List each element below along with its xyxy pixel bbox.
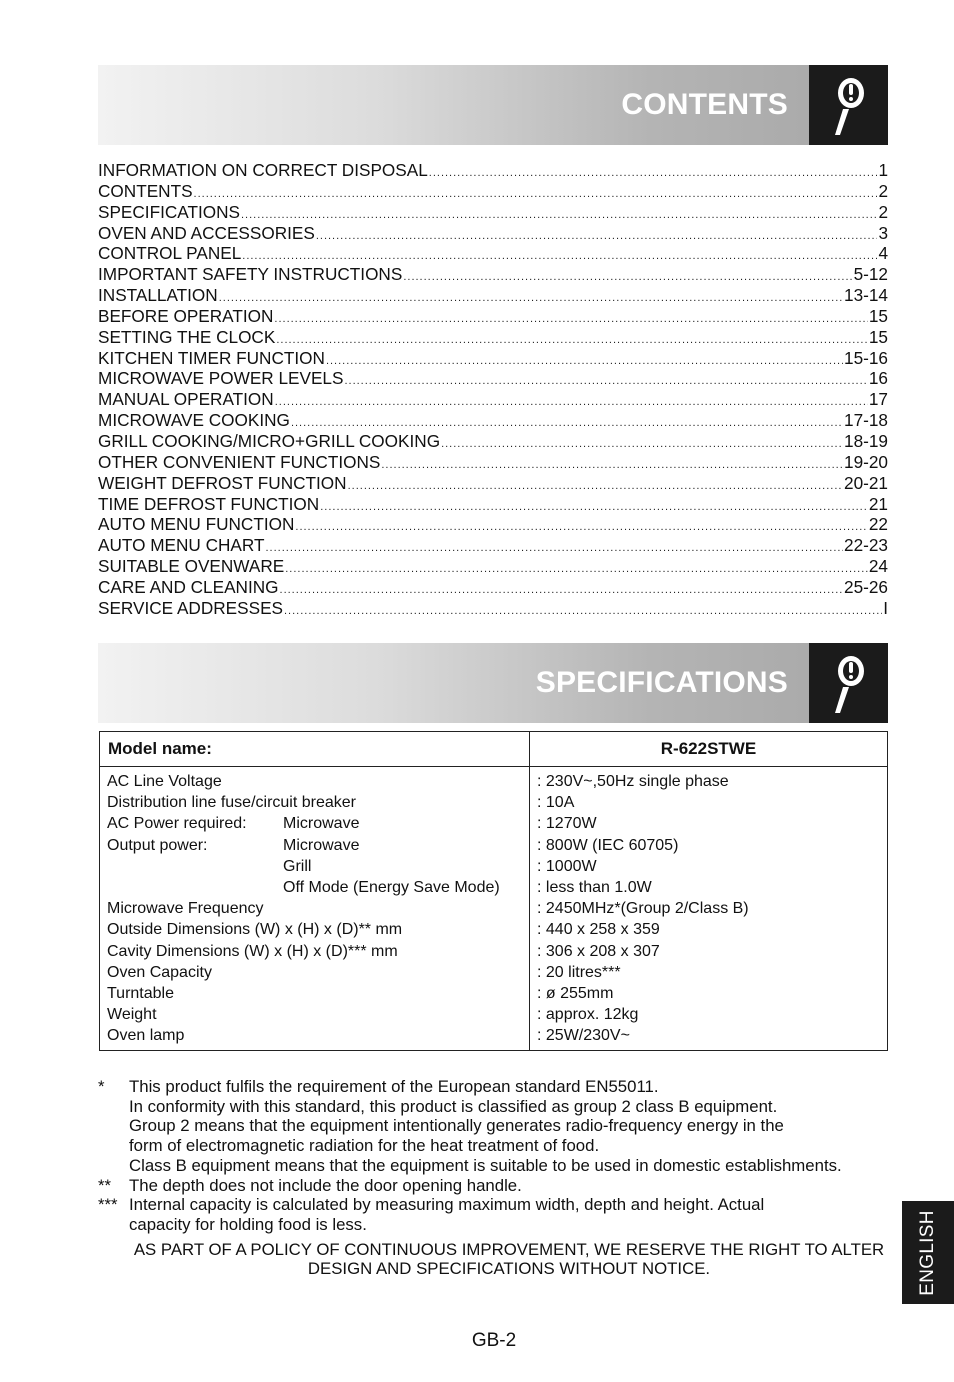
toc-entry[interactable]	[98, 389, 888, 410]
contents-list	[98, 160, 888, 619]
footnote-marker: ***	[98, 1195, 118, 1215]
toc-page: 4	[878, 243, 888, 264]
toc-page: I	[883, 597, 888, 618]
spec-value: : 1000W	[537, 857, 597, 875]
toc-page: 2	[878, 180, 888, 201]
model-name-label: Model name:	[100, 732, 530, 767]
toc-label: CONTENTS	[98, 180, 193, 201]
toc-entry[interactable]	[98, 160, 888, 181]
toc-page: 15-16	[844, 347, 888, 368]
spec-value: : 25W/230V~	[537, 1027, 630, 1045]
toc-label: CONTROL PANEL	[98, 243, 242, 264]
toc-label: MANUAL OPERATION	[98, 389, 274, 410]
toc-page: 15	[868, 326, 888, 347]
toc-entry[interactable]	[98, 348, 888, 369]
notice-line: AS PART OF A POLICY OF CONTINUOUS IMPROVEMENT, WE RESERVE THE RIGHT TO ALTER	[133, 1239, 885, 1259]
toc-label: INFORMATION ON CORRECT DISPOSAL	[98, 160, 428, 180]
spec-label: Oven lamp	[107, 1027, 185, 1045]
improvement-notice	[98, 1240, 889, 1279]
toc-page: 20-21	[844, 472, 888, 493]
toc-label: GRILL COOKING/MICRO+GRILL COOKING	[98, 430, 441, 451]
toc-entry[interactable]	[98, 181, 888, 202]
spec-label: Weight	[107, 1006, 157, 1024]
toc-page: 16	[868, 368, 888, 389]
toc-label: MICROWAVE COOKING	[98, 410, 290, 431]
toc-entry[interactable]	[98, 223, 888, 244]
footnote-line: form of electromagnetic radiation for the heat treatment of food.	[129, 1136, 600, 1156]
spec-label-row	[107, 835, 522, 856]
spec-label-row	[107, 792, 522, 813]
toc-label: CARE AND CLEANING	[98, 576, 279, 597]
contents-title: CONTENTS	[621, 88, 788, 121]
model-name-value: R-622STWE	[530, 732, 888, 767]
spec-label-row	[107, 898, 522, 919]
spec-label: Turntable	[107, 984, 174, 1002]
toc-label: OTHER CONVENIENT FUNCTIONS	[98, 451, 381, 472]
toc-page: 17-18	[844, 410, 888, 431]
spec-value: : 306 x 208 x 307	[537, 942, 660, 960]
footnote-line: Internal capacity is calculated by measuring maximum width, depth and height. Actual	[129, 1195, 765, 1215]
toc-entry[interactable]	[98, 368, 888, 389]
footnote-line: Class B equipment means that the equipment is suitable to be used in domestic establishments.	[129, 1155, 842, 1175]
toc-page: 15	[868, 305, 888, 326]
specifications-table	[99, 731, 888, 1051]
footnote	[98, 1195, 898, 1234]
toc-entry[interactable]	[98, 494, 888, 515]
toc-entry[interactable]	[98, 264, 888, 285]
spec-sublabel: Microwave	[283, 836, 360, 854]
toc-entry[interactable]	[98, 598, 888, 619]
toc-page: 17	[868, 389, 888, 410]
spec-value: : approx. 12kg	[537, 1006, 639, 1024]
spec-label: Output power:	[107, 836, 208, 854]
spec-label: AC Line Voltage	[107, 773, 222, 790]
page-number: GB-2	[471, 1330, 517, 1351]
spec-values-cell	[530, 767, 888, 1051]
footnote	[98, 1077, 898, 1176]
spec-labels-cell	[100, 767, 530, 1051]
toc-entry[interactable]	[98, 285, 888, 306]
spec-sublabel: Off Mode (Energy Save Mode)	[283, 878, 500, 896]
footnote-marker: **	[98, 1175, 112, 1195]
toc-label: INSTALLATION	[98, 285, 218, 306]
table-header-row	[100, 732, 888, 767]
information-icon	[809, 643, 888, 723]
language-label: ENGLISH	[917, 1209, 938, 1296]
spec-label-row	[107, 1025, 522, 1046]
toc-entry[interactable]	[98, 556, 888, 577]
language-tab[interactable]	[902, 1201, 954, 1304]
spec-label: Oven Capacity	[107, 963, 212, 981]
toc-label: AUTO MENU FUNCTION	[98, 514, 295, 535]
footnote	[98, 1176, 898, 1196]
toc-page: 22-23	[844, 535, 888, 556]
toc-label: SERVICE ADDRESSES	[98, 597, 283, 618]
footnote-line: capacity for holding food is less.	[129, 1214, 367, 1234]
spec-label-row	[107, 877, 522, 898]
footnotes	[98, 1077, 898, 1279]
spec-value: : 800W (IEC 60705)	[537, 836, 679, 854]
toc-entry[interactable]	[98, 452, 888, 473]
specifications-banner	[98, 643, 888, 723]
spec-label: Cavity Dimensions (W) x (H) x (D)*** mm	[107, 942, 398, 960]
toc-page: 18-19	[844, 430, 888, 451]
spec-label-row	[107, 983, 522, 1004]
spec-label-row	[107, 919, 522, 940]
spec-value: : 20 litres***	[537, 963, 621, 981]
information-icon	[809, 65, 888, 145]
footnote-line: This product fulfils the requirement of the European standard EN55011.	[129, 1077, 659, 1096]
toc-entry[interactable]	[98, 306, 888, 327]
toc-entry[interactable]	[98, 577, 888, 598]
toc-page: 21	[868, 493, 888, 514]
spec-label: Microwave Frequency	[107, 900, 264, 918]
toc-label: IMPORTANT SAFETY INSTRUCTIONS	[98, 264, 403, 285]
spec-value: : ø 255mm	[537, 984, 614, 1002]
toc-entry[interactable]	[98, 410, 888, 431]
toc-entry[interactable]	[98, 514, 888, 535]
spec-label-row	[107, 856, 522, 877]
footnote-line: Group 2 means that the equipment intentionally generates radio-frequency energy in the	[129, 1116, 784, 1136]
footnote-line: The depth does not include the door opening handle.	[129, 1175, 522, 1195]
spec-label: Outside Dimensions (W) x (H) x (D)** mm	[107, 921, 403, 939]
contents-banner	[98, 65, 888, 145]
toc-page: 22	[868, 514, 888, 535]
spec-label-row	[107, 941, 522, 962]
toc-entry[interactable]	[98, 535, 888, 556]
spec-value: : 10A	[537, 794, 575, 812]
toc-entry[interactable]	[98, 473, 888, 494]
spec-label-row	[107, 813, 522, 834]
toc-label: KITCHEN TIMER FUNCTION	[98, 347, 325, 368]
toc-label: SUITABLE OVENWARE	[98, 556, 285, 577]
spec-value: : 1270W	[537, 815, 597, 833]
toc-label: MICROWAVE POWER LEVELS	[98, 368, 344, 389]
toc-page: 13-14	[844, 285, 888, 306]
toc-label: AUTO MENU CHART	[98, 535, 265, 556]
spec-sublabel: Grill	[283, 857, 312, 875]
toc-page: 5-12	[853, 264, 888, 285]
toc-label: TIME DEFROST FUNCTION	[98, 493, 320, 514]
toc-label: OVEN AND ACCESSORIES	[98, 222, 315, 243]
spec-value: : 230V~,50Hz single phase	[537, 773, 729, 790]
toc-page: 24	[868, 556, 888, 577]
toc-label: SPECIFICATIONS	[98, 201, 240, 222]
spec-label-row	[107, 962, 522, 983]
spec-label-row	[107, 1004, 522, 1025]
toc-label: SETTING THE CLOCK	[98, 326, 276, 347]
spec-label: Distribution line fuse/circuit breaker	[107, 794, 356, 812]
footnote-marker: *	[98, 1077, 105, 1096]
toc-page: 25-26	[844, 576, 888, 597]
spec-label-row	[107, 771, 522, 792]
notice-line: DESIGN AND SPECIFICATIONS WITHOUT NOTICE.	[307, 1259, 711, 1279]
toc-page: 19-20	[844, 451, 888, 472]
toc-page: 3	[878, 222, 888, 243]
footnote-line: In conformity with this standard, this product is classified as group 2 class B equipment.	[129, 1096, 778, 1116]
table-body-row	[100, 767, 888, 1051]
spec-value: : less than 1.0W	[537, 878, 652, 896]
spec-sublabel: Microwave	[283, 815, 360, 833]
spec-label: AC Power required:	[107, 815, 247, 833]
specifications-title: SPECIFICATIONS	[535, 666, 788, 699]
toc-label: WEIGHT DEFROST FUNCTION	[98, 472, 347, 493]
toc-entry[interactable]	[98, 243, 888, 264]
toc-page: 2	[878, 201, 888, 222]
toc-entry[interactable]	[98, 431, 888, 452]
toc-entry[interactable]	[98, 202, 888, 223]
toc-label: BEFORE OPERATION	[98, 305, 274, 326]
spec-value: : 2450MHz*(Group 2/Class B)	[537, 900, 749, 918]
toc-entry[interactable]	[98, 327, 888, 348]
spec-value: : 440 x 258 x 359	[537, 921, 660, 939]
toc-page: 1	[878, 160, 888, 180]
